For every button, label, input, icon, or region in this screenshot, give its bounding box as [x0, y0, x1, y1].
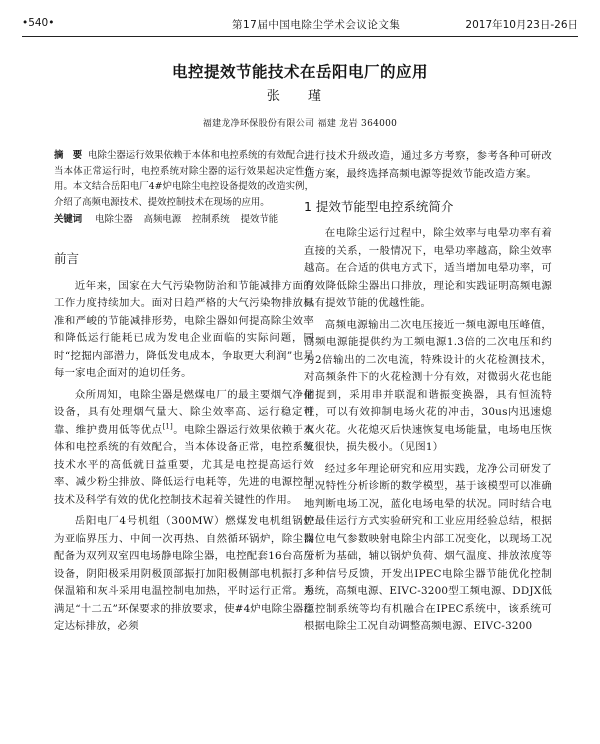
paragraph	[54, 387, 314, 510]
citation-ref: [1]	[162, 422, 173, 431]
section-heading-intro: 前言	[54, 250, 80, 266]
page-number: •540•	[22, 17, 55, 29]
section-heading-1: 1 提效节能型电控系统简介	[304, 199, 454, 214]
right-column	[304, 148, 552, 640]
running-header	[22, 14, 578, 37]
paragraph: 经过多年理论研究和应用实践，龙净公司研发了工况特性分析诊断的数学模型，基于该模型可以准确地判断电场工况，蓝化电场电晕的状况。同时结合电控最佳运行方式实验研究和工业应用经验总结，根据岗位电气参数映射电除尘内部工况变化，以现场工况分析为基础，辅以锅炉负荷、烟气温度、排放浓度等多种信号反馈，开发出IPEC电除尘器节能优化控制系统，高频电源、EIVC-3200型工频电源、DDJX低压控制系统等均有机融合在IPEC系统中，该系统可根据电除尘工况自动调整高频电源、EIVC-3200	[304, 462, 552, 632]
abstract-text: 电除尘器运行效果依赖于本体和电控系统的有效配合，当本体正常运行时，电控系统对除尘器的运行效果起决定性作用。本文结合岳阳电厂4#炉电除尘电控设备提效的改造实例，介绍了高频电源技术、提效控制技术在现场的应用。	[54, 150, 314, 208]
keywords-label: 关键词	[54, 214, 83, 225]
author-name: 张 瑾	[266, 89, 334, 104]
conference-name: 第17届中国电除尘学术会议论文集	[232, 19, 401, 31]
paragraph: 近年来，国家在大气污染物防治和节能减排方面的工作力度持续加大。面对日趋严格的大气污染物排放标准和严峻的节能减排形势，电除尘器如何提高除尘效率和降低运行能耗已成为发电企业面临的实际问题，同时“挖掘内部潜力，降低发电成本，争取更大利润”也是每一家电企面对的迫切任务。	[54, 279, 314, 379]
paragraph: 岳阳电厂4号机组（300MW）燃煤发电机组锅炉为亚临界压力、中间一次再热、自然循环锅炉，除尘器配备为双列双室四电场静电除尘器，电控配套16台高压设备，阴阳极采用阴极顶部振打加阳极侧部电机振打，保温箱和灰斗采用电温控制电加热，平时运行正常。为满足“十二五”环保要求的排放要求，使#4炉电除尘器稳定达标排放，必须	[54, 515, 314, 632]
author-affiliation: 福建龙净环保股份有限公司 福建 龙岩 364000	[202, 119, 398, 129]
paragraph: 高频电源输出二次电压接近一频电源电压峰值，高频电源能提供约为工频电源1.3倍的二次电压和约为2倍输出的二次电流，特殊设计的火花检测技术，对高频条件下的火花检测十分有效，对微弱火花也能捕捉到，采用串并联混和谐振变换器，具有恒流特性，可以有效抑制电场火花的冲击，30us内迅速熄灭火花。火花熄灭后快速恢复电场能量，电场电压恢复很快，损失极小。（见图1）	[304, 318, 552, 453]
paragraph-text: 众所周知，电除尘器是燃煤电厂的最主要烟气净化设备，具有处理烟气量大、除尘效率高、运行稳定可靠、维护费用低等优点	[54, 388, 314, 436]
abstract-label: 摘 要	[54, 150, 86, 161]
keywords	[54, 212, 314, 228]
abstract	[54, 148, 314, 210]
paragraph-text: 。电除尘器运行效果依赖于本体和电控系统的有效配合，当本体设备正常，电控系统技术水平的高低就日益重要，尤其是电控提高运行效率、减少粉尘排放、降低运行电耗等，先进的电源控制技术及科学有效的优化控制技术起着关键性的作用。	[54, 423, 314, 506]
paragraph-continued: 进行技术升级改造，通过多方考察，参考各种可研改造方案，最终选择高频电源等提效节能改造方案。	[304, 150, 552, 180]
paragraph: 在电除尘运行过程中，除尘效率与电晕功率有着直接的关系，一般情况下，电晕功率越高，除尘效率越高。在合适的供电方式下，适当增加电晕功率，可有效降低除尘器出口排放，理论和实践证明高频电源具有提效节能的优越性能。	[304, 227, 552, 309]
conference-date: 2017年10月23日-26日	[465, 19, 578, 31]
paper-title: 电控提效节能技术在岳阳电厂的应用	[171, 63, 428, 81]
left-column	[54, 148, 314, 640]
keywords-text: 电除尘器 高频电源 控制系统 提效节能	[95, 214, 279, 225]
